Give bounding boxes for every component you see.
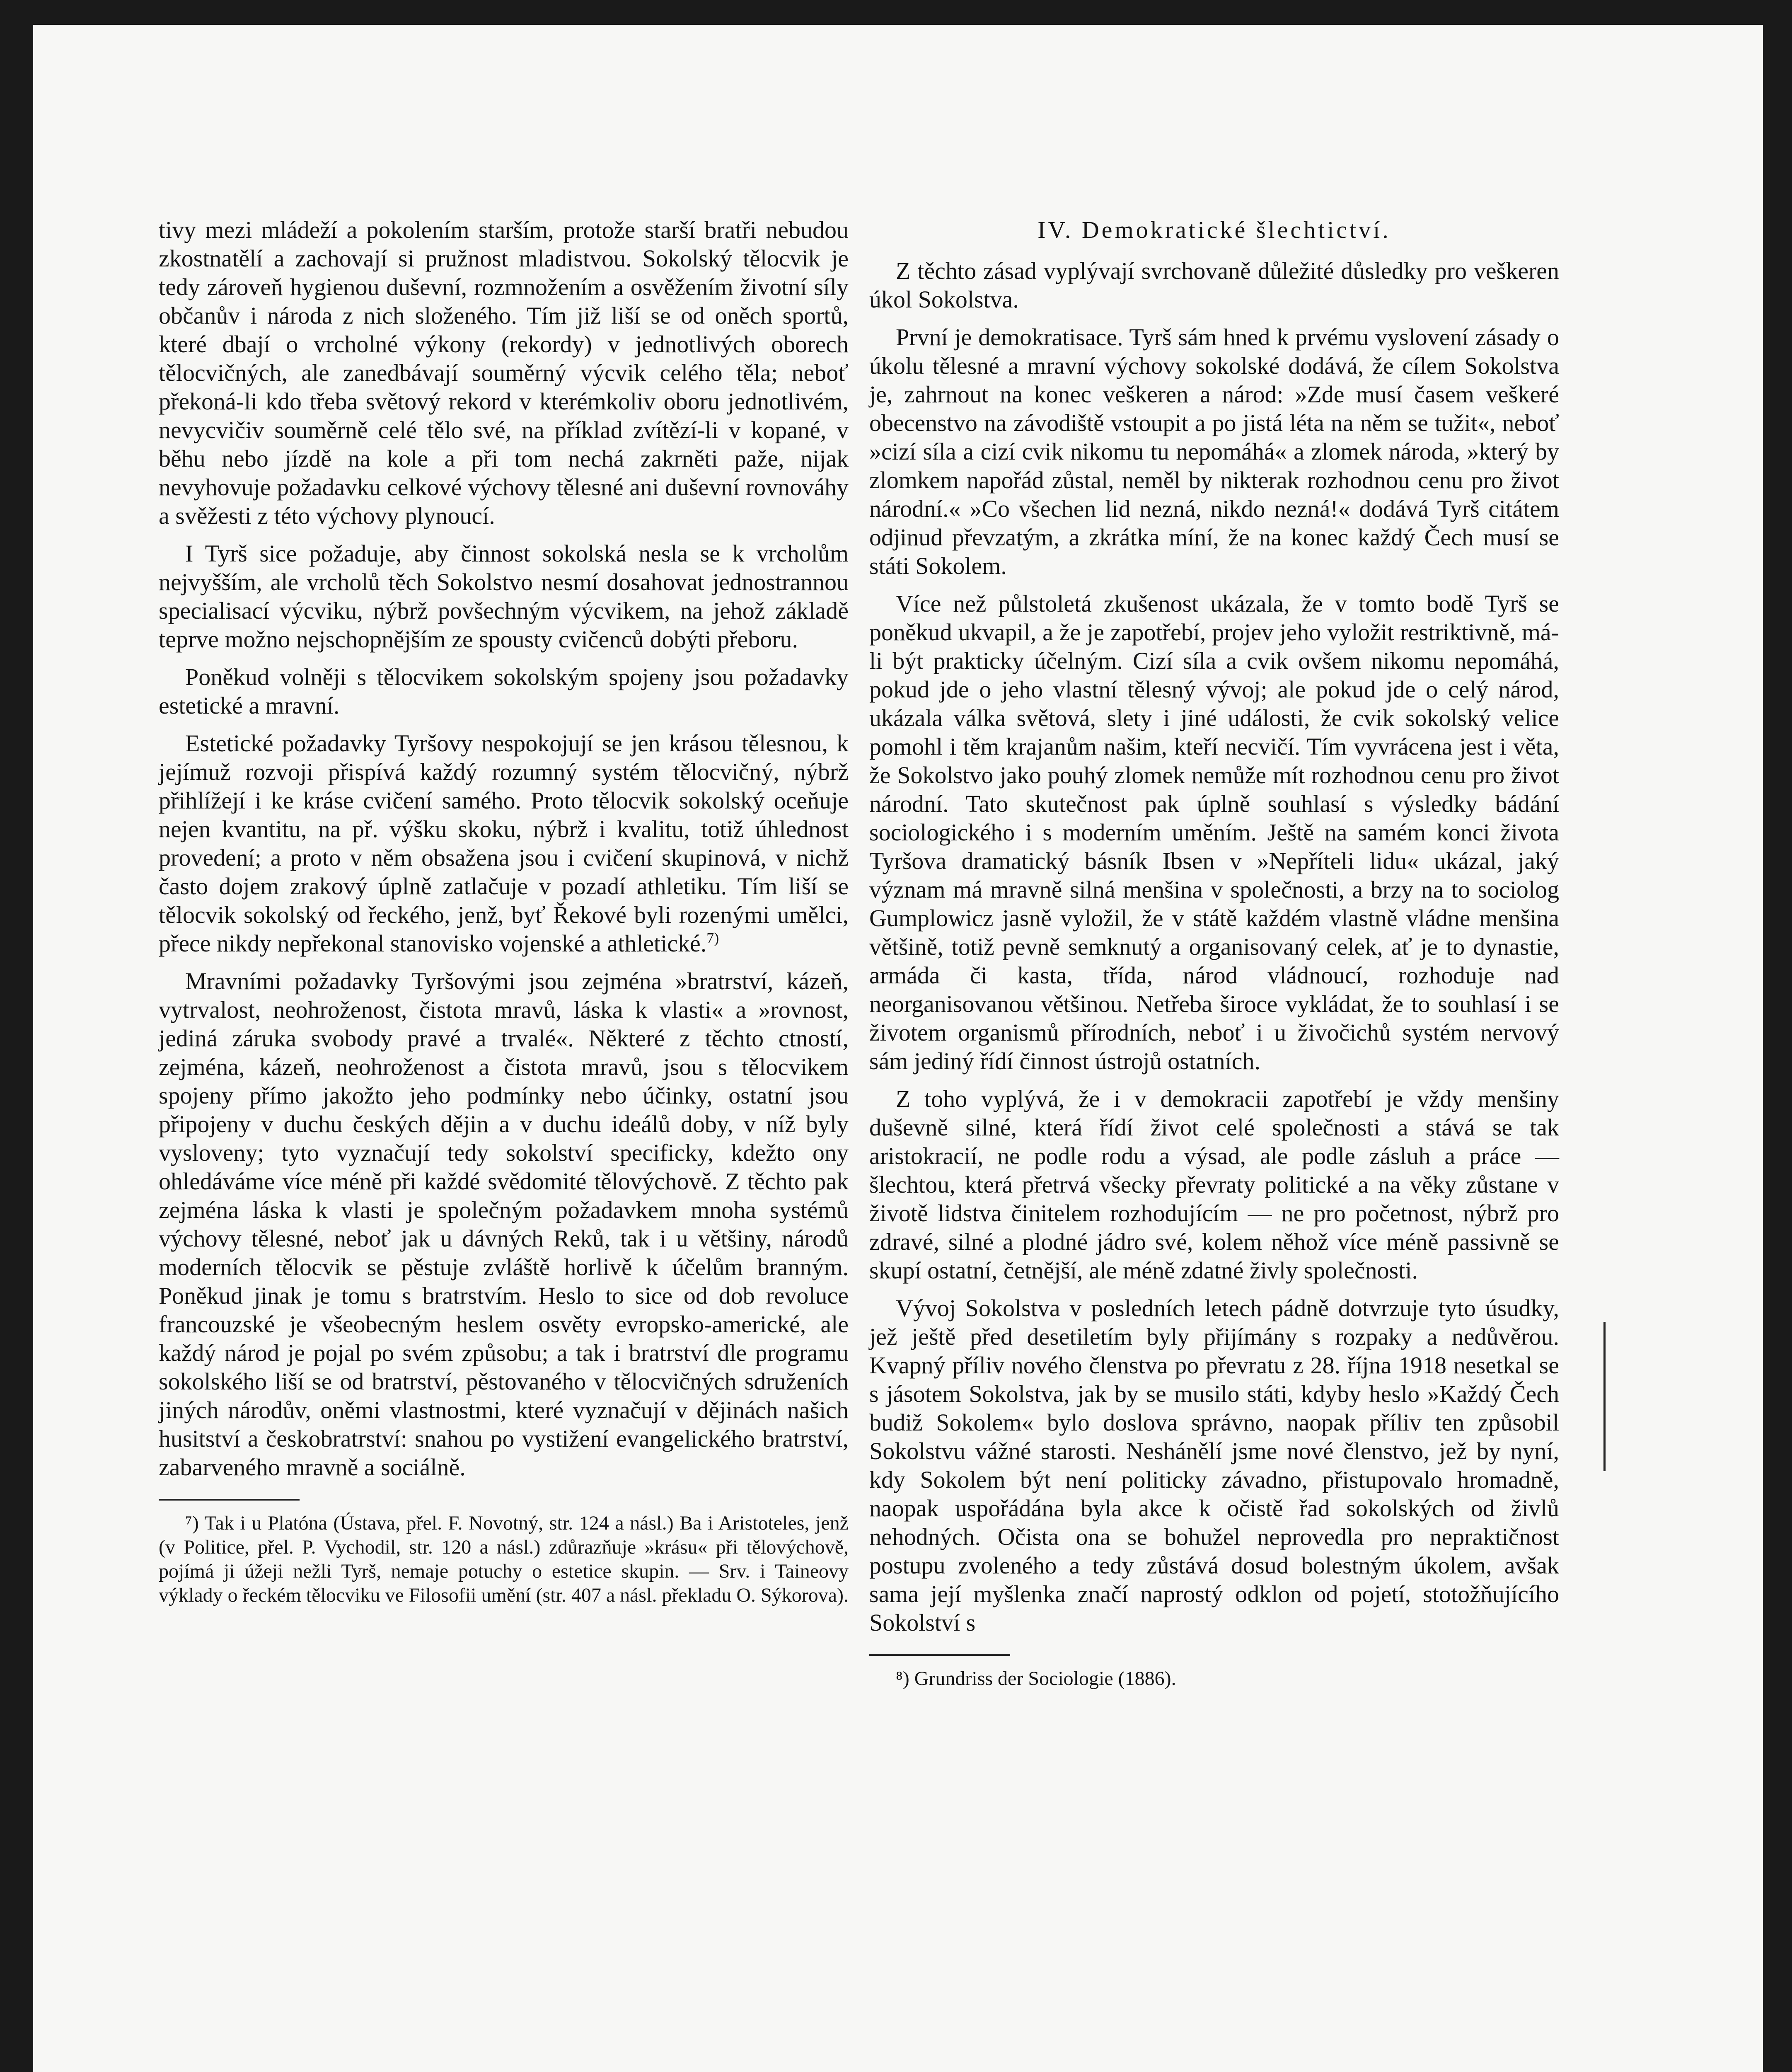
- paragraph: tivy mezi mládeží a pokolením starším, protože starší bratři nebudou zkostnatělí a zachovají si pružnost mladistvou. Sokolský tělocvik je tedy zároveň hygienou duševní, rozmnožením a osvěžením životní síly občanův i národa z nich složeného. Tím již liší se od oněch sportů, které dbají o vrcholné výkony (rekordy) v jednotlivých oborech tělocvičných, ale zanedbávají souměrný výcvik celého těla; neboť překoná-li kdo třeba světový rekord v kterémkoliv oboru jednotlivém, nevycvičiv souměrně celé tělo své, na příklad zvítězí-li v kopané, v běhu nebo jízdě na kole a při tom nechá zakrněti paže, nijak nevyhovuje požadavku celkové výchovy tělesné ani duševní rovnováhy a svěžesti z této výchovy plynoucí.: [159, 216, 849, 529]
- right-column: [869, 215, 1559, 1700]
- left-column: [159, 215, 849, 1617]
- footnote-rule: [159, 1499, 300, 1501]
- paragraph: Poněkud volněji s tělocvikem sokolským spojeny jsou požadavky estetické a mravní.: [159, 663, 849, 719]
- footnote: ⁷) Tak i u Platóna (Ústava, přel. F. Novotný, str. 124 a násl.) Ba i Aristoteles, jenž (v Politice, přel. P. Vychodil, str. 120 a násl.) zdůrazňuje »krásu« při tělovýchově, pojímá ji úžeji nežli Tyrš, nemaje potuchy o estetice skupin. — Srv. i Taineovy výklady o řeckém tělocviku ve Filosofii umění (str. 407 a násl. překladu O. Sýkorova).: [159, 1512, 849, 1606]
- paragraph: Mravními požadavky Tyršovými jsou zejména »bratrství, kázeň, vytrvalost, neohroženost, čistota mravů, láska k vlasti« a »rovnost, jediná záruka svobody pravé a trvalé«. Některé z těchto ctností, zejména, kázeň, neohroženost a čistota mravů, jsou s tělocvikem spojeny přímo jakožto jeho podmínky nebo účinky, ostatní jsou připojeny v duchu českých dějin a v duchu ideálů doby, v níž byly vysloveny; tyto vyznačují tedy sokolství specificky, kdežto ony ohledáváme více méně při každé svědomité tělovýchově. Z těchto pak zejména láska k vlasti je společným požadavkem mnoha systémů výchovy tělesné, neboť jak u dávných Reků, tak i u většiny, národů moderních tělocvik se pěstuje zvláště horlivě k účelům branným. Poněkud jinak je tomu s bratrstvím. Heslo to sice od dob revoluce francouzské je všeobecným heslem osvěty evropsko-americké, ale každý národ je pojal po svém způsobu; a tak i bratrství dle programu sokolského liší se od bratrství, pěstovaného v tělocvičných sdruženích jiných národův, oněmi vlastnostmi, které vyznačují v dějinách našich husitství a českobratrství: snahou po vystižení evangelického bratrství, zabarveného mravně a sociálně.: [159, 968, 849, 1481]
- margin-mark: [1603, 1322, 1606, 1471]
- book-page: [33, 25, 1763, 2072]
- paragraph: Z toho vyplývá, že i v demokracii zapotřebí je vždy menšiny duševně silné, která řídí život celé společnosti a stává se tak aristokracií, ne podle rodu a výsad, ale podle zásluh a práce — šlechtou, která přetrvá všecky převraty politické a na věky zůstane v životě lidstva činitelem rozhodujícím — ne pro početnost, nýbrž pro zdravé, silné a plodné jádro své, kolem něhož více méně passivně se skupí ostatní, četnější, ale méně zdatné živly společnosti.: [869, 1085, 1559, 1284]
- paragraph-text: Estetické požadavky Tyršovy nespokojují se jen krásou tělesnou, k jejímuž rozvoji přispívá každý rozumný systém tělocvičný, nýbrž přihlížejí i ke kráse cvičení samého. Proto tělocvik sokolský oceňuje nejen kvantitu, na př. výšku skoku, nýbrž i kvalitu, totiž úhlednost provedení; a proto v něm obsažena jsou i cvičení skupinová, v nichž často dojem zrakový úplně zatlačuje v pozadí athletiku. Tím liší se tělocvik sokolský od řeckého, jenž, byť Řekové byli rozenými umělci, přece nikdy nepřekonal stanovisko vojenské a athletické.: [159, 730, 849, 957]
- footnote-ref: 7): [706, 929, 719, 946]
- paragraph: Z těchto zásad vyplývají svrchovaně důležité důsledky pro veškeren úkol Sokolstva.: [869, 257, 1559, 313]
- paragraph: [159, 729, 849, 958]
- paragraph: První je demokratisace. Tyrš sám hned k prvému vyslovení zásady o úkolu tělesné a mravní výchovy sokolské dodává, že cílem Sokolstva je, zahrnout na konec veškeren a národ: »Zde musí časem veškeré obecenstvo na závodiště vstoupit a po jistá léta na něm se tužit«, neboť »cizí síla a cizí cvik nikomu tu nepomáhá« a zlomek národa, »který by zlomkem napořád zůstal, neměl by nikterak rozhodnou cenu pro život národní.« »Co všechen lid nezná, nikdo nezná!« dodává Tyrš citátem odjinud převzatým, a zkrátka míní, že na konec každý Čech musí se státi Sokolem.: [869, 324, 1559, 579]
- paragraph: I Tyrš sice požaduje, aby činnost sokolská nesla se k vrcholům nejvyšším, ale vrcholů těch Sokolstvo nesmí dosahovat jednostrannou specialisací výcviku, nýbrž povšechným výcvikem, na jehož základě teprve možno nejschopnějším ze spousty cvičenců dobýti přeboru.: [159, 540, 849, 653]
- section-heading: IV. Demokratické šlechtictví.: [1037, 216, 1391, 243]
- paragraph: Více než půlstoletá zkušenost ukázala, že v tomto bodě Tyrš se poněkud ukvapil, a že je zapotřebí, projev jeho vyložit restriktivně, má-li být prakticky účelným. Cizí síla a cvik ovšem nikomu nepomáhá, pokud jde o jeho vlastní tělesný vývoj; ale pokud jde o celý národ, ukázala válka světová, slety i jiné události, že cvik sokolský velice pomohl i těm krajanům našim, kteří necvičí. Tím vyvrácena jest i věta, že Sokolstvo jako pouhý zlomek nemůže mít rozhodnou cenu pro život národní. Tato skutečnost pak úplně souhlasí s výsledky bádání sociologického i s moderním uměním. Ještě na samém konci života Tyršova dramatický básník Ibsen v »Nepříteli lidu« ukázal, jaký význam má mravně silná menšina v společnosti, a brzy na to sociolog Gumplowicz jasně vyložil, že v státě každém vlastně vládne menšina většině, totiž pevně semknutý a organisovaný celek, ať je to dynastie, armáda či kasta, třída, národ vládnoucí, rozhoduje nad neorganisovanou většinou. Netřeba široce vykládat, že to souhlasí i se životem organismů přírodních, neboť i u živočichů systém nervový sám jediný řídí činnost ústrojů ostatních.: [869, 590, 1559, 1075]
- footnote: ⁸) Grundriss der Sociologie (1886).: [896, 1668, 1176, 1690]
- footnote-rule: [869, 1654, 1010, 1656]
- paragraph: Vývoj Sokolstva v posledních letech pádně dotvrzuje tyto úsudky, jež ještě před desetiletím byly přijímány s rozpaky a nedůvěrou. Kvapný příliv nového členstva po převratu z 28. října 1918 nesetkal se s jásotem Sokolstva, jak by se musilo státi, kdyby heslo »Každý Čech budiž Sokolem« bylo doslova správno, naopak příliv ten způsobil Sokolstvu vážné starosti. Neshánělí jsme nové členstvo, jež by nyní, kdy Sokolem být není politicky závadno, přistupovalo hromadně, naopak uspořádána byla akce k očistě řad sokolských od živlů nehodných. Očista ona se bohužel neprovedla pro nepraktičnost postupu zvoleného a tedy zůstává dosud bolestným úkolem, avšak sama její myšlenka značí naprostý odklon od pojetí, stotožňujícího Sokolství s: [869, 1295, 1559, 1636]
